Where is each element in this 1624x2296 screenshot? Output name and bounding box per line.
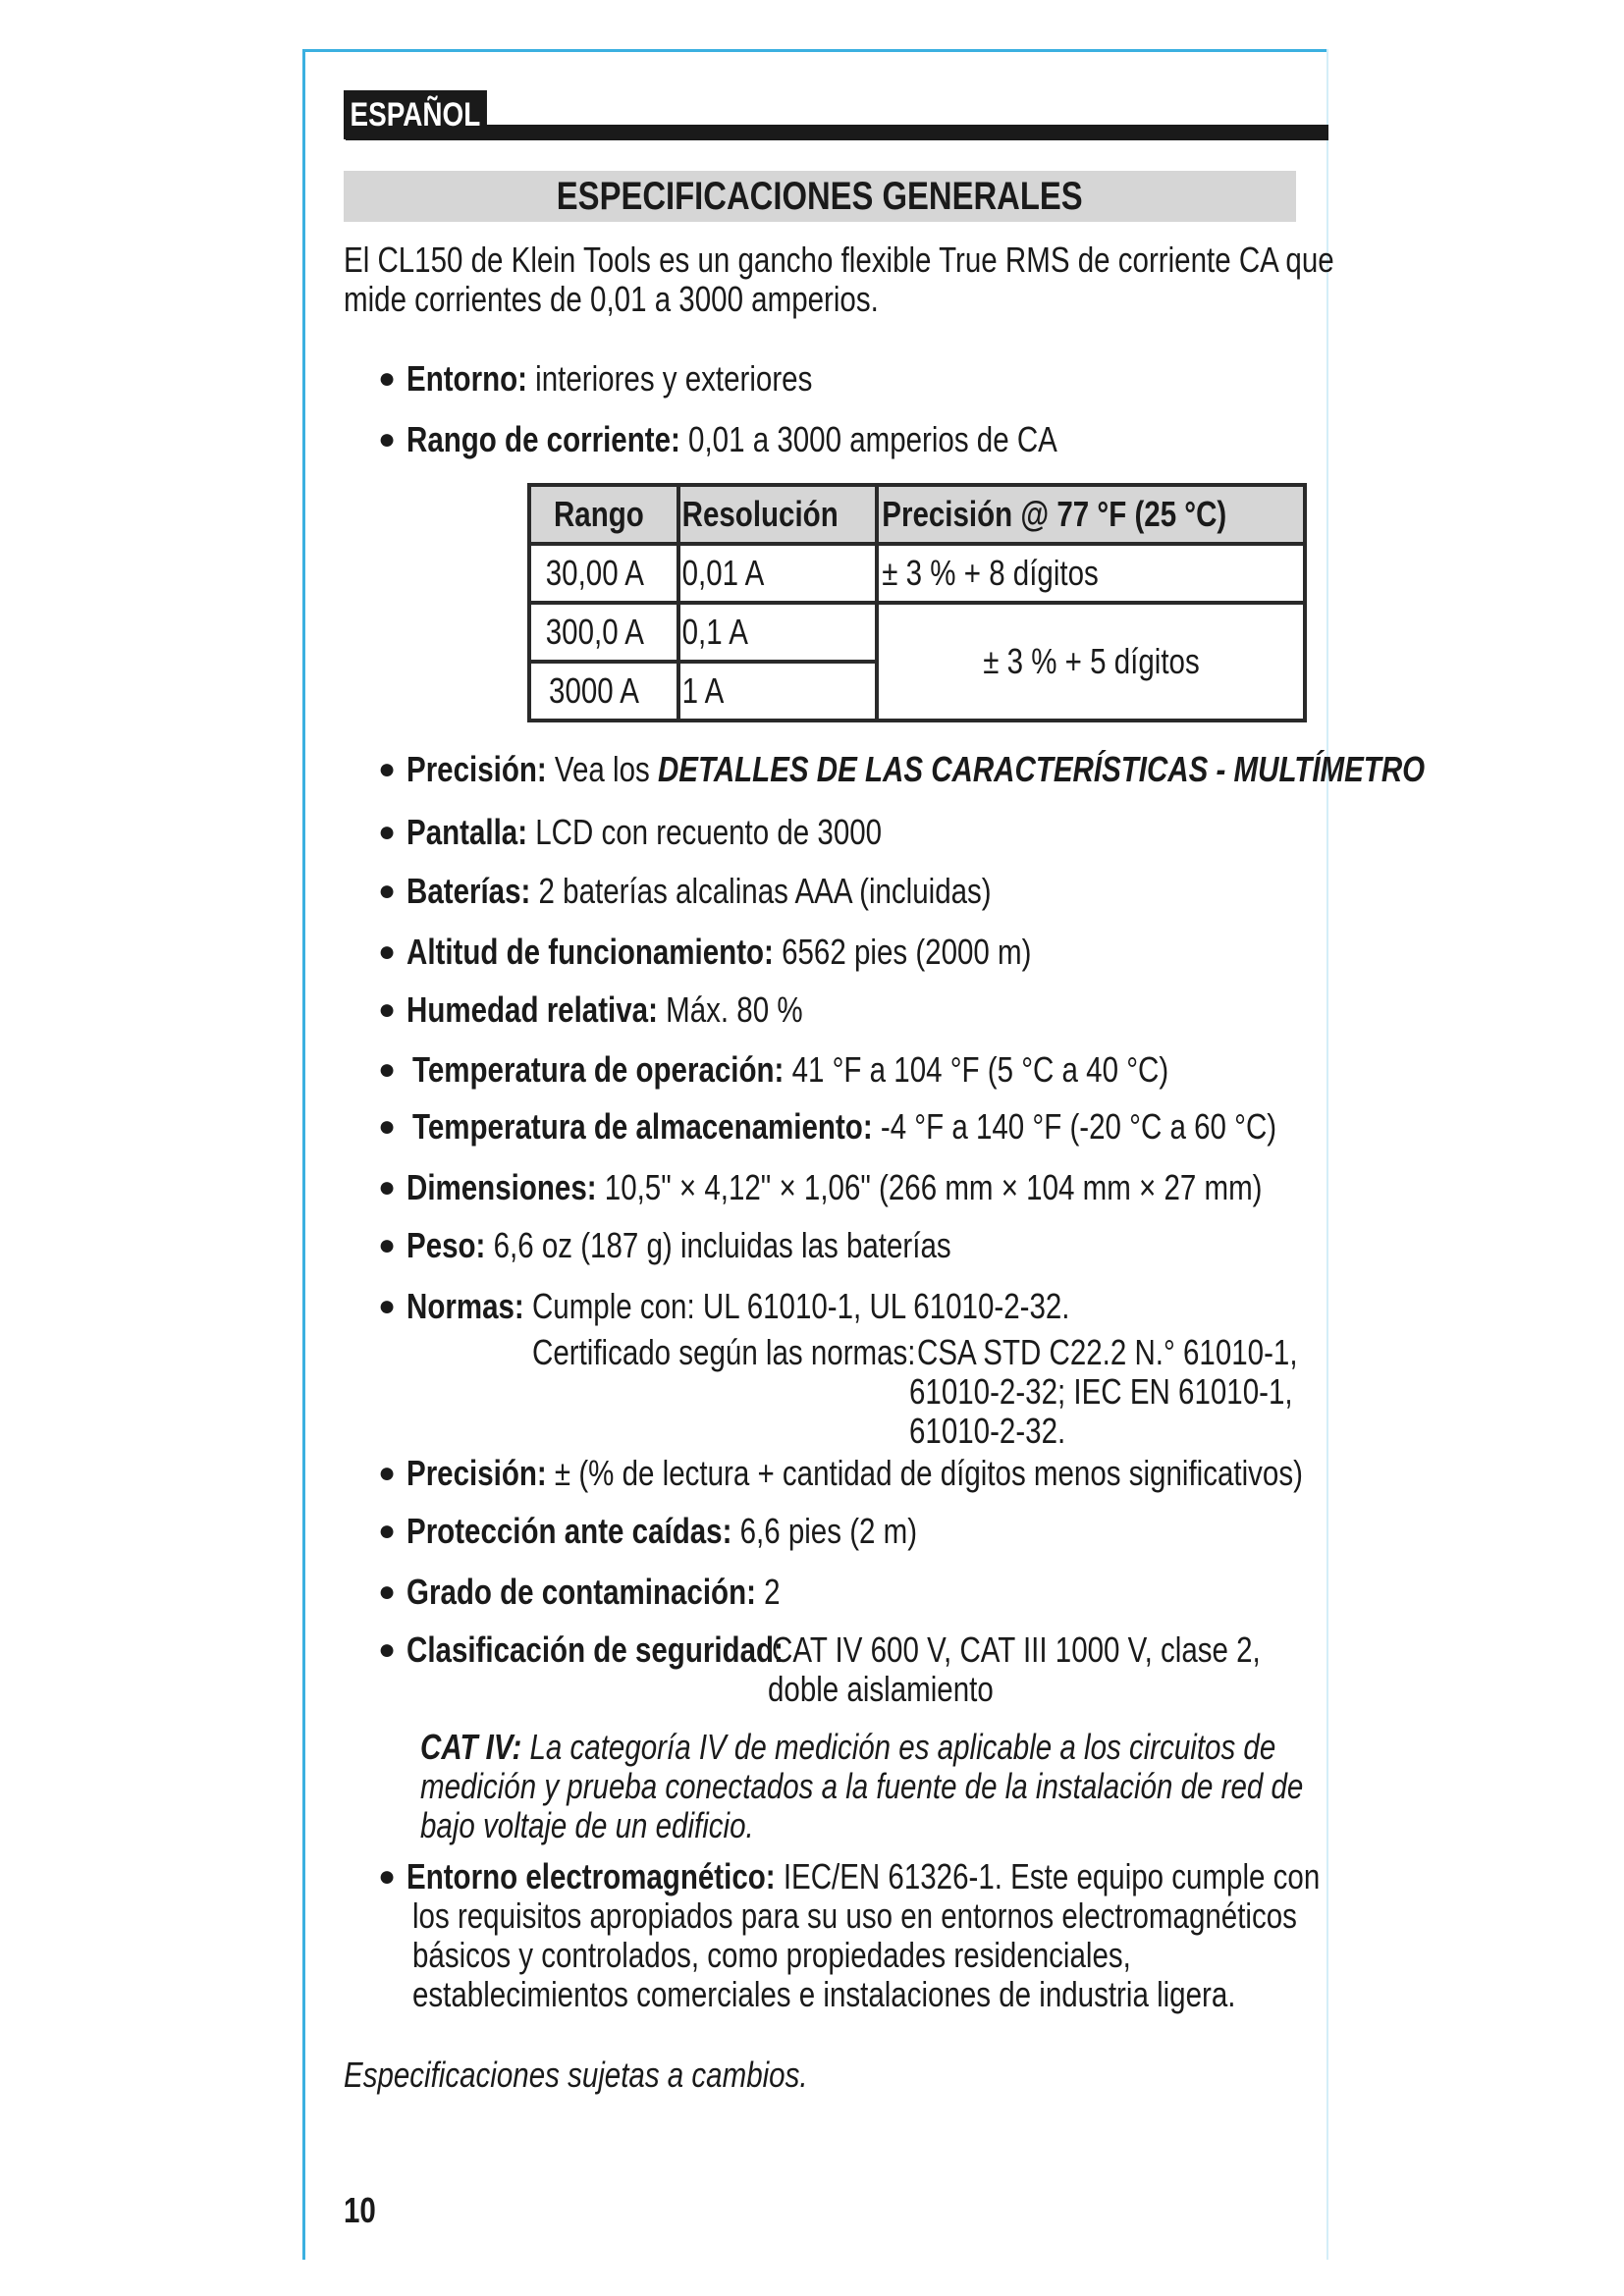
bullet-icon: ●: [378, 1229, 397, 1261]
language-tab: ESPAÑOL: [344, 90, 487, 139]
table-header-row: [529, 485, 1305, 544]
spec-altitud: [406, 933, 1031, 972]
spec-value: 10,5" × 4,12" × 1,06" (266 mm × 104 mm × 27 mm): [596, 1167, 1263, 1207]
spec-value: 6562 pies (2000 m): [773, 932, 1032, 972]
spec-dimensiones: [406, 1168, 1262, 1207]
spec-value: interiores y exteriores: [526, 358, 813, 399]
spec-temp-almacenamiento: [412, 1107, 1276, 1147]
spec-entorno: [406, 359, 812, 399]
spec-humedad: [406, 990, 803, 1030]
bullet-icon: ●: [378, 1457, 397, 1489]
spec-label: Peso:: [406, 1225, 486, 1265]
spec-peso: [406, 1226, 951, 1265]
seguridad-value-line-2: doble aislamiento: [768, 1669, 994, 1709]
table-cell: 1 A: [678, 662, 877, 721]
table-cell: 0,1 A: [678, 603, 877, 662]
intro-line-1: El CL150 de Klein Tools es un gancho flexible True RMS de corriente CA que: [344, 240, 1334, 280]
table-cell: 0,01 A: [678, 544, 877, 603]
cat-iv-note-line-2: medición y prueba conectados a la fuente de la instalación de red de: [420, 1766, 1304, 1806]
bullet-icon: ●: [378, 1860, 397, 1893]
page-number: 10: [344, 2190, 376, 2230]
spec-label: Humedad relativa:: [406, 989, 658, 1030]
spec-reference: DETALLES DE LAS CARACTERÍSTICAS - MULTÍMETRO: [657, 749, 1426, 789]
spec-rango: [406, 420, 1057, 459]
spec-value: 41 °F a 104 °F (5 °C a 40 °C): [784, 1049, 1169, 1090]
language-rule: [346, 125, 1328, 140]
spec-value: 6,6 pies (2 m): [731, 1511, 918, 1551]
spec-value: 0,01 a 3000 amperios de CA: [679, 419, 1057, 459]
spec-temp-operacion: [412, 1050, 1168, 1090]
spec-label: Precisión:: [406, 749, 547, 789]
emc-line-4: establecimientos comerciales e instalaciones de industria ligera.: [412, 1974, 1236, 2014]
section-title-text: ESPECIFICACIONES GENERALES: [557, 175, 1083, 218]
bullet-icon: ●: [378, 993, 397, 1026]
table-row: [529, 603, 1305, 662]
seguridad-value-line-1: CAT IV 600 V, CAT III 1000 V, clase 2,: [772, 1629, 1261, 1670]
bullet-icon: ●: [378, 1290, 397, 1322]
bullet-icon: ●: [378, 816, 397, 848]
cat-iv-note-line-1: [420, 1728, 1275, 1767]
spec-label: Rango de corriente:: [406, 419, 680, 459]
section-title: [344, 171, 1296, 222]
spec-pantalla: [406, 813, 882, 852]
spec-label: Clasificación de seguridad:: [406, 1629, 784, 1670]
table-header-cell: Rango: [529, 485, 678, 544]
spec-value: LCD con recuento de 3000: [527, 812, 883, 852]
bullet-icon: ●: [378, 423, 397, 455]
bullet-icon: ●: [378, 1053, 397, 1086]
spec-label: Pantalla:: [406, 812, 528, 852]
table-cell: ± 3 % + 8 dígitos: [877, 544, 1305, 603]
spec-label: Entorno electromagnético:: [406, 1856, 776, 1896]
spec-label: Normas:: [406, 1286, 524, 1326]
bullet-icon: ●: [378, 1633, 397, 1666]
bullet-icon: ●: [378, 1171, 397, 1203]
page-frame-left: [302, 49, 305, 2260]
spec-value: ± (% de lectura + cantidad de dígitos menos significativos): [546, 1453, 1303, 1493]
table-cell: 300,0 A: [529, 603, 678, 662]
spec-contaminacion: [406, 1573, 781, 1612]
spec-value: 6,6 oz (187 g) incluidas las baterías: [485, 1225, 951, 1265]
spec-value: -4 °F a 140 °F (-20 °C a 60 °C): [872, 1106, 1277, 1147]
spec-value: Cumple con: UL 61010-1, UL 61010-2-32.: [523, 1286, 1070, 1326]
spec-baterias: [406, 872, 992, 911]
spec-precision-formula: [406, 1454, 1303, 1493]
spec-emc: [406, 1857, 1320, 1896]
page-frame-top: [302, 49, 1328, 52]
normas-cert-prefix: Certificado según las normas:: [532, 1332, 916, 1372]
emc-line-3: básicos y controlados, como propiedades residenciales,: [412, 1935, 1131, 1975]
spec-label: Protección ante caídas:: [406, 1511, 732, 1551]
bullet-icon: ●: [378, 1515, 397, 1547]
intro-line-2: mide corrientes de 0,01 a 3000 amperios.: [344, 279, 879, 319]
spec-value: Vea los: [546, 749, 658, 789]
bullet-icon: ●: [378, 1110, 397, 1143]
table-header-cell: Resolución: [678, 485, 877, 544]
table-cell: 30,00 A: [529, 544, 678, 603]
spec-value: 2: [755, 1572, 781, 1612]
table-cell-merged: ± 3 % + 5 dígitos: [877, 603, 1305, 721]
bullet-icon: ●: [378, 1575, 397, 1608]
table-row: [529, 544, 1305, 603]
spec-label: Baterías:: [406, 871, 531, 911]
emc-line-2: los requisitos apropiados para su uso en entornos electromagnéticos: [412, 1896, 1297, 1936]
cat-iv-label: CAT IV:: [420, 1727, 522, 1767]
spec-caidas: [406, 1512, 917, 1551]
spec-value: 2 baterías alcalinas AAA (incluidas): [530, 871, 992, 911]
bullet-icon: ●: [378, 753, 397, 785]
normas-cert-line-3: 61010-2-32.: [909, 1411, 1066, 1451]
bullet-icon: ●: [378, 875, 397, 907]
spec-normas: [406, 1287, 1070, 1326]
normas-cert-line-2: 61010-2-32; IEC EN 61010-1,: [909, 1371, 1293, 1412]
spec-seguridad: [406, 1630, 784, 1670]
spec-precision: [406, 750, 1425, 789]
table-cell: 3000 A: [529, 662, 678, 721]
spec-label: Precisión:: [406, 1453, 547, 1493]
spec-label: Temperatura de operación:: [412, 1049, 785, 1090]
specs-subject-to-change: Especificaciones sujetas a cambios.: [344, 2055, 808, 2095]
page-frame-right: [1326, 49, 1328, 2260]
spec-label: Temperatura de almacenamiento:: [412, 1106, 873, 1147]
spec-value: Máx. 80 %: [657, 989, 803, 1030]
bullet-icon: ●: [378, 362, 397, 395]
spec-label: Grado de contaminación:: [406, 1572, 756, 1612]
normas-cert-line-1: CSA STD C22.2 N.° 61010-1,: [917, 1332, 1298, 1372]
current-range-table: [527, 483, 1307, 722]
bullet-icon: ●: [378, 935, 397, 968]
cat-iv-text: La categoría IV de medición es aplicable a los circuitos de: [521, 1727, 1276, 1767]
spec-value: IEC/EN 61326-1. Este equipo cumple con: [775, 1856, 1321, 1896]
spec-label: Entorno:: [406, 358, 527, 399]
spec-label: Dimensiones:: [406, 1167, 597, 1207]
spec-label: Altitud de funcionamiento:: [406, 932, 774, 972]
table-header-cell: Precisión @ 77 °F (25 °C): [877, 485, 1305, 544]
cat-iv-note-line-3: bajo voltaje de un edificio.: [420, 1805, 754, 1845]
